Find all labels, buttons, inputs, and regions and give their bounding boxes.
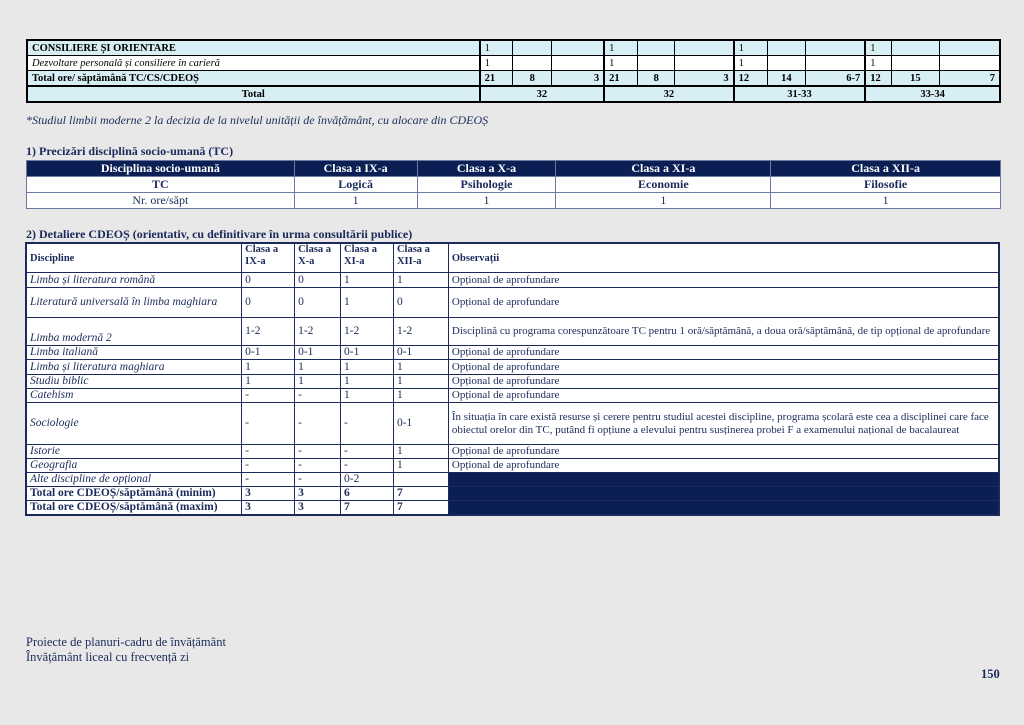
observation: Opțional de aprofundare [448,288,999,318]
cell: 1 [417,193,556,209]
cell: 1 [771,193,1001,209]
total-value: 7 [341,501,394,516]
summary-row [27,40,1000,56]
summary-cell [892,56,940,71]
cell: Economie [556,177,771,193]
observation: Opțional de aprofundare [448,273,999,288]
header-discipline: Disciplina socio-umană [27,161,295,177]
hours-cell: 1 [295,375,341,389]
discipline-name: Studiu biblic [26,375,242,389]
summary-cell [939,56,1000,71]
hours-cell: - [295,473,341,487]
header-class-ix: Clasa a IX-a [242,243,295,273]
observation: Opțional de aprofundare [448,375,999,389]
summary-cell: 6-7 [806,71,866,87]
total-label: Total ore CDEOȘ/săptămână (maxim) [26,501,242,516]
header-class-xii: Clasa a XII-a [771,161,1001,177]
header-class-x: Clasa a X-a [417,161,556,177]
hours-cell: 0-1 [242,346,295,360]
hours-cell: 1 [341,360,394,375]
summary-cell [513,56,551,71]
table-row [26,445,999,459]
footer [26,635,226,665]
hours-cell: - [295,403,341,445]
page-number: 150 [981,667,1000,681]
summary-cell [767,40,805,56]
table-row [26,360,999,375]
summary-cell: 1 [604,40,637,56]
cdeos-detail-table [25,242,1000,516]
hours-cell: - [242,459,295,473]
hours-cell: 1-2 [295,318,341,346]
hours-cell: - [295,389,341,403]
summary-cell: 1 [865,56,891,71]
summary-cell [638,40,675,56]
total-value: 31-33 [734,86,866,102]
header-class-xii: Clasa a XII-a [393,243,448,273]
hours-cell: - [242,389,295,403]
discipline-name: Istorie [26,445,242,459]
observation: Opțional de aprofundare [448,389,999,403]
total-value: 7 [393,487,448,501]
summary-cell [767,56,805,71]
discipline-name: Limba italiană [26,346,242,360]
section2-title: 2) Detaliere CDEOȘ (orientativ, cu definitivare în urma consultării publice) [26,227,413,241]
observation: Opțional de aprofundare [448,346,999,360]
summary-row [27,71,1000,87]
hours-cell: 0-1 [393,403,448,445]
cell: Filosofie [771,177,1001,193]
hours-cell: 0-1 [341,346,394,360]
total-value: 3 [295,501,341,516]
hours-cell: 1 [393,445,448,459]
summary-cell: 1 [604,56,637,71]
hours-cell: 1-2 [393,318,448,346]
hours-cell: 1 [341,273,394,288]
total-label: Total [27,86,480,102]
table-row [26,459,999,473]
filler-cell [448,501,999,516]
hours-cell: 1 [341,288,394,318]
discipline-name: Geografia [26,459,242,473]
summary-cell: 1 [734,56,767,71]
hours-cell [393,473,448,487]
total-value: 3 [242,487,295,501]
total-row [26,487,999,501]
hours-cell: 0 [393,288,448,318]
header-discipline: Discipline [26,243,242,273]
curriculum-summary-table [26,39,1001,103]
row-label: CONSILIERE ȘI ORIENTARE [27,40,480,56]
cell: 1 [556,193,771,209]
summary-cell: 1 [480,56,513,71]
total-value: 7 [393,501,448,516]
summary-cell [675,40,734,56]
summary-cell [939,40,1000,56]
socio-human-table [26,160,1001,209]
summary-cell [675,56,734,71]
discipline-name: Limba și literatura română [26,273,242,288]
section1-title: 1) Precizări disciplină socio-umană (TC) [26,144,234,158]
summary-cell: 8 [638,71,675,87]
discipline-name: Catehism [26,389,242,403]
hours-cell: 1-2 [242,318,295,346]
summary-cell [513,40,551,56]
table-row [26,473,999,487]
total-value: 3 [295,487,341,501]
hours-cell: 0 [242,288,295,318]
hours-cell: - [242,403,295,445]
cell: Logică [294,177,417,193]
hours-cell: - [341,445,394,459]
summary-cell [806,56,866,71]
hours-cell: 0 [295,288,341,318]
table-row [26,346,999,360]
header-class-xi: Clasa a XI-a [341,243,394,273]
summary-cell [638,56,675,71]
footnote: *Studiul limbii moderne 2 la decizia de la nivelul unității de învățământ, cu alocare din CDEOȘ [26,113,489,127]
hours-cell: 0 [242,273,295,288]
summary-row [27,56,1000,71]
row-label: Total ore/ săptămână TC/CS/CDEOȘ [27,71,480,87]
hours-cell: 0-1 [295,346,341,360]
cell: TC [27,177,295,193]
cell: 1 [294,193,417,209]
hours-cell: - [341,403,394,445]
discipline-name: Limba și literatura maghiara [26,360,242,375]
discipline-name: Sociologie [26,403,242,445]
total-row [27,86,1000,102]
observation: Opțional de aprofundare [448,445,999,459]
table-row [26,273,999,288]
table-row [26,403,999,445]
header-observations: Observații [448,243,999,273]
hours-cell: - [242,473,295,487]
total-value: 32 [604,86,734,102]
hours-cell: 0-1 [393,346,448,360]
summary-cell: 12 [865,71,891,87]
hours-cell: 1 [393,389,448,403]
summary-cell [551,56,604,71]
cell: Psihologie [417,177,556,193]
total-value: 6 [341,487,394,501]
header-class-xi: Clasa a XI-a [556,161,771,177]
hours-cell: 1 [341,375,394,389]
summary-cell [892,40,940,56]
hours-cell: 1 [393,375,448,389]
observation: Opțional de aprofundare [448,360,999,375]
summary-cell: 12 [734,71,767,87]
summary-cell [806,40,866,56]
observation [448,473,999,487]
hours-cell: 1-2 [341,318,394,346]
hours-cell: 1 [393,459,448,473]
summary-cell: 1 [865,40,891,56]
observation: Opțional de aprofundare [448,459,999,473]
summary-cell: 15 [892,71,940,87]
table-row [26,288,999,318]
row-label: Dezvoltare personală și consiliere în carieră [27,56,480,71]
summary-cell: 21 [604,71,637,87]
hours-cell: 0-2 [341,473,394,487]
table-row [26,389,999,403]
hours-cell: 1 [393,360,448,375]
table-row [26,318,999,346]
hours-cell: - [295,459,341,473]
footer-line1: Proiecte de planuri-cadru de învățământ [26,635,226,649]
hours-cell: - [341,459,394,473]
hours-cell: 1 [242,360,295,375]
total-value: 3 [242,501,295,516]
total-value: 33-34 [865,86,1000,102]
hours-cell: 1 [242,375,295,389]
discipline-name: Limba modernă 2 [26,318,242,346]
summary-cell: 1 [734,40,767,56]
summary-cell: 3 [551,71,604,87]
summary-cell: 14 [767,71,805,87]
filler-cell [448,487,999,501]
cell: Nr. ore/săpt [27,193,295,209]
total-row [26,501,999,516]
hours-cell: 1 [393,273,448,288]
total-label: Total ore CDEOȘ/săptămână (minim) [26,487,242,501]
discipline-name: Literatură universală în limba maghiara [26,288,242,318]
summary-cell [551,40,604,56]
hours-cell: - [295,445,341,459]
summary-cell: 1 [480,40,513,56]
header-class-x: Clasa a X-a [295,243,341,273]
hours-cell: - [242,445,295,459]
hours-cell: 1 [295,360,341,375]
summary-cell: 7 [939,71,1000,87]
hours-cell: 1 [341,389,394,403]
summary-cell: 3 [675,71,734,87]
summary-cell: 8 [513,71,551,87]
summary-cell: 21 [480,71,513,87]
table-row [26,375,999,389]
observation: În situația în care există resurse și cerere pentru studiul acestei discipline, programa școlară este cea a disciplinei care face obiectul orelor din TC, putând fi opțiune a elevului pentru susținerea probei F a examenului național de bacalaureat [448,403,999,445]
total-value: 32 [480,86,605,102]
hours-cell: 0 [295,273,341,288]
footer-line2: Învățământ liceal cu frecvență zi [26,650,190,664]
observation: Disciplină cu programa corespunzătoare TC pentru 1 oră/săptămână, a doua oră/săptămână, de tip opțional de aprofundare [448,318,999,346]
header-class-ix: Clasa a IX-a [294,161,417,177]
discipline-name: Alte discipline de opțional [26,473,242,487]
